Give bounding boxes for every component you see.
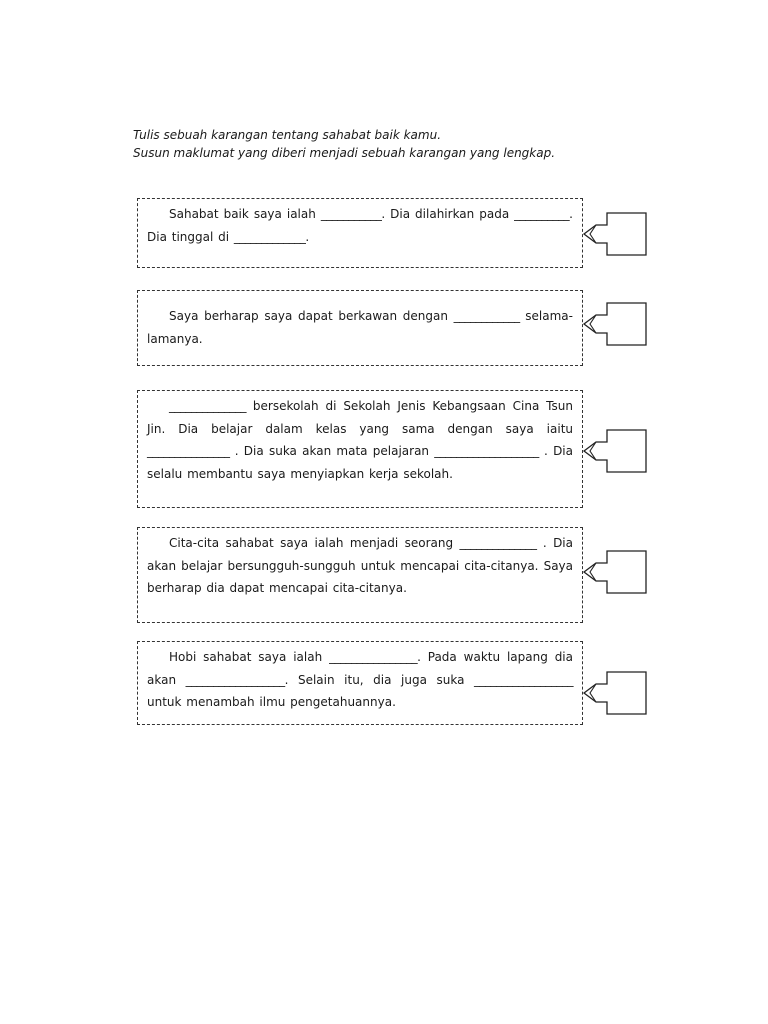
answer-blank[interactable]: ___________ [320, 207, 382, 221]
answer-blank[interactable]: ______________ [459, 536, 537, 550]
instruction-line-1: Tulis sebuah karangan tentang sahabat baik kamu. [133, 128, 442, 142]
paragraph-text [147, 532, 573, 600]
arrow-box-shape [582, 550, 648, 594]
arrow-box-outline [584, 430, 646, 472]
answer-blank[interactable]: __________________ [474, 672, 573, 687]
paragraph-text [147, 295, 573, 350]
paragraph-segment: . [305, 229, 310, 244]
paragraph-segment: selama-lamanya. [147, 309, 573, 346]
answer-blank[interactable]: ____________ [453, 309, 520, 323]
paragraph-text [147, 395, 573, 485]
number-box-arrow-3[interactable] [582, 429, 648, 473]
number-box-arrow-1[interactable] [582, 212, 648, 256]
answer-blank[interactable]: __________________ [185, 672, 285, 687]
arrow-box-outline [584, 303, 646, 345]
paragraph-text [147, 203, 573, 248]
answer-blank[interactable]: _____________ [233, 229, 306, 244]
paragraph-segment: . Pada waktu lapang dia akan [147, 650, 573, 687]
paragraph-box-4 [137, 527, 583, 623]
instruction-line-2: Susun maklumat yang diberi menjadi sebuah karangan yang lengkap. [133, 146, 556, 160]
arrow-box-outline [584, 672, 646, 714]
answer-blank[interactable]: _______________ [147, 444, 230, 458]
number-box-arrow-2[interactable] [582, 302, 648, 346]
paragraph-segment: Saya berharap saya dapat berkawan dengan [169, 309, 454, 323]
paragraph-segment: untuk menambah ilmu pengetahuannya. [147, 695, 396, 709]
number-box-arrow-5[interactable] [582, 671, 648, 715]
paragraph-segment: Hobi sahabat saya ialah [169, 650, 330, 664]
instructions [133, 126, 673, 162]
paragraph-text [147, 646, 573, 714]
paragraph-segment: bersekolah di Sekolah Jenis Kebangsaan Cina Tsun Jin. Dia belajar dalam kelas yang sama dengan saya iaitu [147, 399, 573, 436]
paragraph-segment: . Dia selalu membantu saya menyiapkan kerja sekolah. [147, 444, 573, 481]
paragraph-segment: Sahabat baik saya ialah [169, 207, 321, 221]
arrow-box-shape [582, 212, 648, 256]
paragraph-box-3 [137, 390, 583, 508]
paragraph-box-5 [137, 641, 583, 725]
arrow-box-shape [582, 429, 648, 473]
paragraph-box-2 [137, 290, 583, 366]
paragraph-segment: Cita-cita sahabat saya ialah menjadi seorang [169, 536, 460, 550]
paragraph-box-1 [137, 198, 583, 268]
paragraph-segment: . Dia tinggal di [147, 207, 573, 244]
paragraph-segment: . Selain itu, dia juga suka [284, 672, 474, 687]
number-box-arrow-4[interactable] [582, 550, 648, 594]
paragraph-segment: . Dia dilahirkan pada [381, 207, 515, 221]
arrow-box-outline [584, 551, 646, 593]
answer-blank[interactable]: __________ [514, 207, 570, 221]
answer-blank[interactable]: ________________ [329, 650, 418, 664]
paragraph-segment: . Dia suka akan mata pelajaran [229, 444, 435, 458]
paragraph-segment: . Dia akan belajar bersungguh-sungguh untuk mencapai cita-citanya. Saya berharap dia dapat mencapai cita-citanya. [147, 536, 573, 595]
answer-blank[interactable]: ___________________ [434, 444, 539, 458]
arrow-box-outline [584, 213, 646, 255]
answer-blank[interactable]: ______________ [169, 399, 246, 413]
arrow-box-shape [582, 671, 648, 715]
arrow-box-shape [582, 302, 648, 346]
